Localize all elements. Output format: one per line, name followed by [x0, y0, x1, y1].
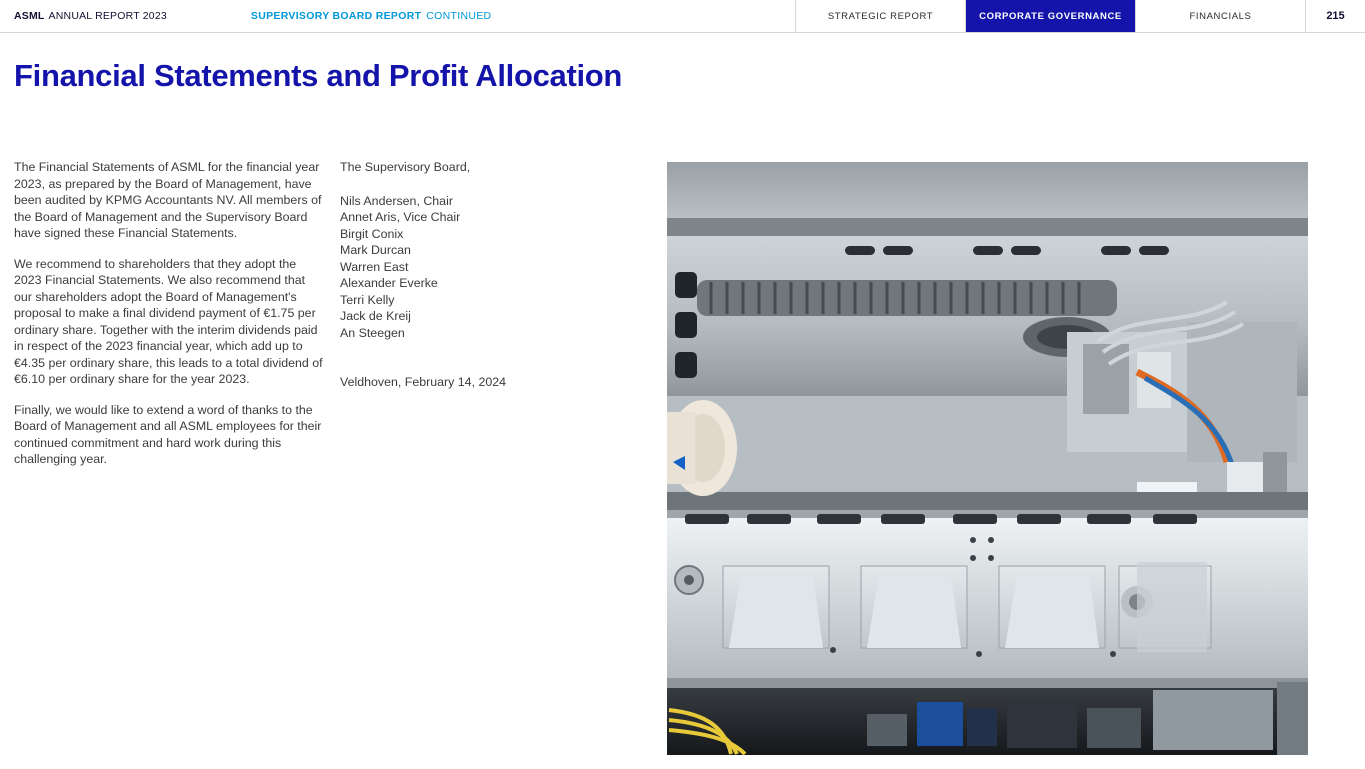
body-paragraph-2: We recommend to shareholders that they adopt the 2023 Financial Statements. We also recommend that our shareholders adopt the Board of Management's proposal to make a final dividend payment of €1.75 per ordinary share. Together with the interim dividends paid in respect of the 2023 financial year, which add up to €4.35 per ordinary share, this leads to a total dividend of €6.10 per ordinary share for the year 2023.	[14, 256, 323, 386]
page-number: 215	[1326, 10, 1345, 22]
section-name: SUPERVISORY BOARD REPORT	[250, 10, 422, 22]
signature-block	[340, 159, 640, 391]
list-item: An Steegen	[340, 325, 405, 340]
list-item: Jack de Kreij	[340, 309, 411, 323]
header-left-identity	[0, 0, 796, 32]
signature-place-date: Veldhoven, February 14, 2024	[340, 375, 507, 389]
tab-corporate-governance[interactable]: CORPORATE GOVERNANCE	[966, 0, 1136, 32]
page-header	[0, 0, 1365, 33]
tab-financials[interactable]: FINANCIALS	[1136, 0, 1306, 32]
tab-strategic-report[interactable]: STRATEGIC REPORT	[796, 0, 966, 32]
photo-illustration	[667, 162, 1308, 755]
lithography-machine-interior-photo	[667, 162, 1308, 755]
list-item: Birgit Conix	[340, 226, 404, 241]
list-item: Nils Andersen, Chair	[340, 193, 453, 208]
list-item: Mark Durcan	[340, 243, 411, 257]
list-item: Warren East	[340, 259, 409, 274]
body-paragraph-3: Finally, we would like to extend a word of thanks to the Board of Management and all ASML employees for their continued commitment and hard work during this challenging year.	[14, 402, 322, 466]
report-name: ANNUAL REPORT 2023	[48, 10, 167, 22]
body-column-left	[14, 159, 326, 468]
list-item: Alexander Everke	[340, 276, 438, 290]
list-item: Terri Kelly	[340, 292, 395, 307]
supervisory-board-member-list	[340, 193, 640, 342]
list-item: Annet Aris, Vice Chair	[340, 210, 461, 224]
page-title: Financial Statements and Profit Allocation	[14, 57, 623, 93]
section-continued-label: CONTINUED	[426, 10, 492, 22]
signature-intro: The Supervisory Board,	[340, 160, 471, 174]
body-paragraph-1: The Financial Statements of ASML for the financial year 2023, as prepared by the Board of Management, have been audited by KPMG Accountants NV. All members of the Board of Management and the Supervisory Board have signed these Financial Statements.	[14, 160, 322, 240]
brand-name: ASML	[14, 10, 45, 22]
